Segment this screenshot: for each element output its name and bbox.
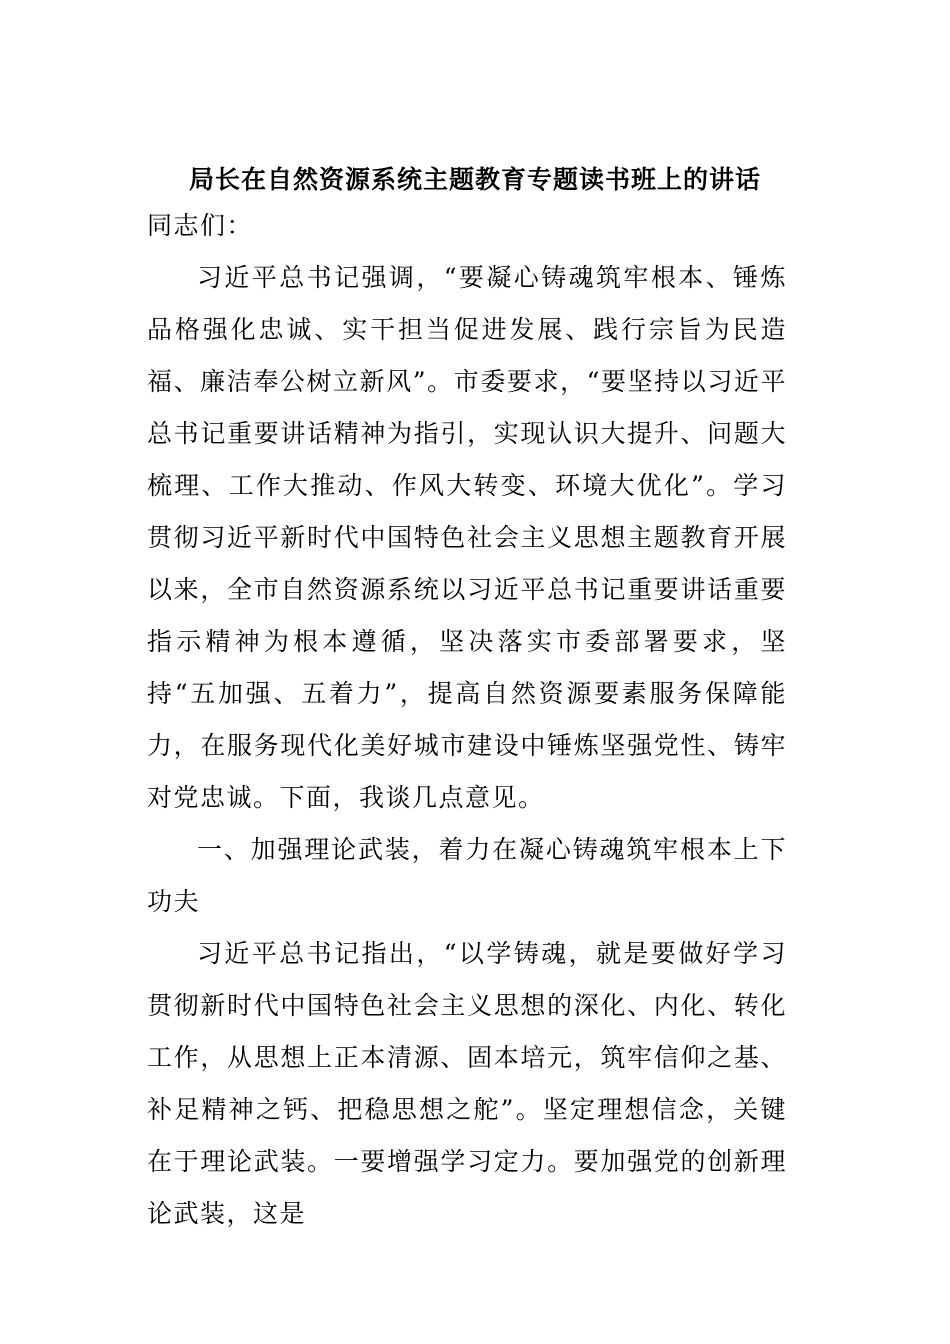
section-heading-one: 一、加强理论武装，着力在凝心铸魂筑牢根本上下功夫 xyxy=(147,835,787,916)
paragraph-section-one: 习近平总书记指出，“以学铸魂，就是要做好学习贯彻新时代中国特色社会主义思想的深化、内化、转化工作，从思想上正本清源、固本培元，筑牢信仰之基、补足精神之钙、把稳思想之舵”。坚定理想信念，关键在于理论武装。一要增强学习定力。要加强党的创新理论武装，这是 xyxy=(147,939,787,1228)
salutation: 同志们： xyxy=(147,211,254,240)
paragraph-intro: 习近平总书记强调，“要凝心铸魂筑牢根本、锤炼品格强化忠诚、实干担当促进发展、践行宗旨为民造福、廉洁奉公树立新风”。市委要求，“要坚持以习近平总书记重要讲话精神为指引，实现认识大提升、问题大梳理、工作大推动、作风大转变、环境大优化”。学习贯彻习近平新时代中国特色社会主义思想主题教育开展以来，全市自然资源系统以习近平总书记重要讲话重要指示精神为根本遵循，坚决落实市委部署要求，坚持“五加强、五着力”，提高自然资源要素服务保障能力，在服务现代化美好城市建设中锤炼坚强党性、铸牢对党忠诚。下面，我谈几点意见。 xyxy=(147,263,787,812)
document-body xyxy=(147,200,787,1240)
document-title: 局长在自然资源系统主题教育专题读书班上的讲话 xyxy=(188,165,761,194)
